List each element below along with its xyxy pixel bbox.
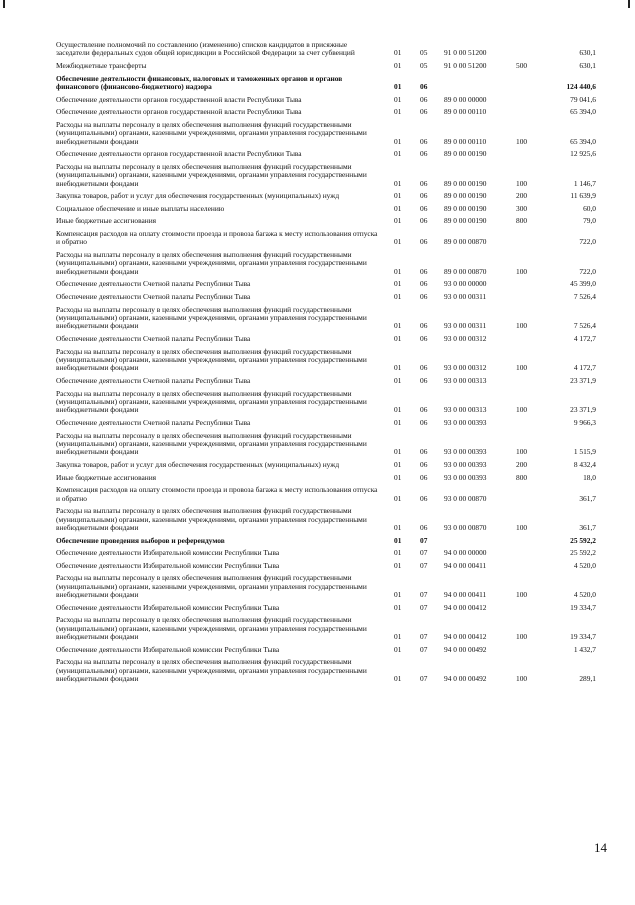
- row-subsection-code: 07: [420, 632, 428, 642]
- row-section-code: 01: [394, 363, 402, 373]
- row-section-code: 01: [394, 535, 402, 545]
- row-name: Обеспечение деятельности органов государственной власти Республики Тыва: [56, 94, 302, 104]
- row-target-item-code: 89 0 00 00870: [444, 266, 487, 276]
- row-name: Обеспечение деятельности органов государственной власти Республики Тыва: [56, 107, 302, 117]
- row-target-item-code: 93 0 00 00393: [444, 459, 487, 469]
- table-row: [56, 192, 596, 205]
- row-section-code: 01: [394, 560, 402, 570]
- row-name: Расходы на выплаты персоналу в целях обеспечения выполнения функций государственными (муниципальными) органами, казенными учреждениями, органами управления государственными внебюджетными фондами: [56, 573, 367, 600]
- row-amount: 361,7: [579, 493, 596, 503]
- row-name: Компенсация расходов на оплату стоимости проезда и провоза багажа к месту использования отпуска и обратно: [56, 228, 378, 247]
- row-expense-type-code: [516, 108, 546, 121]
- row-amount: 361,7: [579, 522, 596, 532]
- row-target-item-code: 89 0 00 00190: [444, 178, 487, 188]
- row-name: Расходы на выплаты персоналу в целях обеспечения выполнения функций государственными (муниципальными) органами, казенными учреждениями, органами управления государственными внебюджетными фондами: [56, 388, 367, 415]
- row-section-code: 01: [394, 447, 402, 457]
- row-subsection-code: 06: [420, 149, 428, 159]
- row-subsection-code: 06: [420, 82, 428, 91]
- row-section-code: 01: [394, 48, 402, 58]
- row-expense-type-code: 100: [516, 632, 528, 642]
- row-subsection-code: 06: [420, 321, 428, 331]
- row-target-item-code: 89 0 00 00000: [444, 94, 487, 104]
- row-expense-type-code: 800: [516, 472, 528, 482]
- table-row: [56, 616, 596, 645]
- row-expense-type-code: 100: [516, 674, 528, 684]
- table-row: [56, 163, 596, 192]
- row-expense-type-code: 100: [516, 405, 528, 415]
- row-subsection-code: 07: [420, 560, 428, 570]
- table-row: [56, 150, 596, 163]
- row-section-code: 01: [394, 149, 402, 159]
- row-name: Обеспечение деятельности Избирательной комиссии Республики Тыва: [56, 644, 280, 654]
- row-subsection-code: 05: [420, 61, 428, 70]
- row-amount: 45 399,0: [570, 279, 596, 289]
- row-name: Расходы на выплаты персоналу в целях обеспечения выполнения функций государственными (муниципальными) органами, казенными учреждениями, органами управления государственными внебюджетными фондами: [56, 119, 367, 146]
- row-section-code: 01: [394, 94, 402, 104]
- row-amount: 60,0: [583, 203, 596, 213]
- row-target-item-code: 89 0 00 00190: [444, 216, 487, 226]
- budget-table-body: [56, 41, 596, 688]
- row-section-code: 01: [394, 321, 402, 331]
- row-amount: 1 146,7: [573, 178, 596, 188]
- row-amount: 12 925,6: [570, 149, 596, 159]
- row-target-item-code: 89 0 00 00190: [444, 149, 487, 159]
- row-expense-type-code: 200: [516, 459, 528, 469]
- row-subsection-code: 06: [420, 447, 428, 457]
- row-section-code: 01: [394, 279, 402, 289]
- row-section-code: 01: [394, 522, 402, 532]
- row-name: Расходы на выплаты персоналу в целях обеспечения выполнения функций государственными (муниципальными) органами, казенными учреждениями, органами управления государственными внебюджетными фондами: [56, 249, 367, 276]
- table-row: [56, 75, 596, 96]
- row-expense-type-code: 100: [516, 321, 528, 331]
- row-subsection-code: 07: [420, 548, 428, 558]
- row-section-code: 01: [394, 632, 402, 642]
- row-expense-type-code: [516, 549, 546, 562]
- row-section-code: 01: [394, 417, 402, 427]
- row-expense-type-code: 800: [516, 216, 528, 226]
- row-name: Иные бюджетные ассигнования: [56, 216, 157, 226]
- table-row: [56, 507, 596, 536]
- row-name: Расходы на выплаты персоналу в целях обеспечения выполнения функций государственными (муниципальными) органами, казенными учреждениями, органами управления государственными внебюджетными фондами: [56, 506, 367, 532]
- table-row: [56, 574, 596, 603]
- row-subsection-code: 06: [420, 178, 428, 188]
- row-name: Иные бюджетные ассигнования: [56, 472, 157, 482]
- row-name: Компенсация расходов на оплату стоимости проезда и провоза багажа к месту использования отпуска и обратно: [56, 485, 378, 503]
- table-row: [56, 549, 596, 562]
- row-section-code: 01: [394, 136, 402, 146]
- row-subsection-code: 06: [420, 107, 428, 117]
- row-expense-type-code: 100: [516, 178, 528, 188]
- row-subsection-code: 06: [420, 291, 428, 301]
- row-target-item-code: 93 0 00 00313: [444, 405, 487, 415]
- row-amount: 11 639,9: [570, 191, 596, 201]
- row-amount: 1 515,9: [573, 447, 596, 457]
- row-expense-type-code: 500: [516, 61, 528, 70]
- row-subsection-code: 06: [420, 333, 428, 343]
- budget-table: [56, 41, 596, 688]
- row-target-item-code: 93 0 00 00870: [444, 493, 487, 503]
- row-subsection-code: 06: [420, 417, 428, 427]
- row-amount: 18,0: [583, 472, 596, 482]
- row-amount: 19 334,7: [570, 632, 596, 642]
- row-section-code: 01: [394, 82, 402, 91]
- row-subsection-code: 06: [420, 136, 428, 146]
- row-section-code: 01: [394, 459, 402, 469]
- row-name: Расходы на выплаты персоналу в целях обеспечения выполнения функций государственными (муниципальными) органами, казенными учреждениями, органами управления государственными внебюджетными фондами: [56, 304, 367, 331]
- row-expense-type-code: [516, 537, 546, 550]
- table-row: [56, 419, 596, 432]
- row-subsection-code: 07: [420, 535, 428, 545]
- row-expense-type-code: 300: [516, 203, 528, 213]
- row-name: Расходы на выплаты персоналу в целях обеспечения выполнения функций государственными (муниципальными) органами, казенными учреждениями, органами управления государственными внебюджетными фондами: [56, 346, 367, 373]
- table-row: [56, 121, 596, 150]
- row-amount: 4 520,0: [573, 590, 596, 600]
- row-subsection-code: 06: [420, 493, 428, 503]
- row-expense-type-code: 100: [516, 522, 528, 532]
- table-row: [56, 432, 596, 461]
- row-target-item-code: 89 0 00 00870: [444, 237, 487, 247]
- table-row: [56, 377, 596, 390]
- row-expense-type-code: [516, 150, 546, 163]
- row-name: Социальное обеспечение и иные выплаты населению: [56, 203, 225, 213]
- row-expense-type-code: [516, 486, 546, 507]
- row-amount: 9 966,3: [573, 417, 596, 427]
- row-target-item-code: 93 0 00 00311: [444, 321, 487, 331]
- row-subsection-code: 06: [420, 266, 428, 276]
- row-amount: 722,0: [579, 266, 596, 276]
- row-subsection-code: 06: [420, 237, 428, 247]
- row-expense-type-code: [516, 41, 546, 62]
- row-section-code: 01: [394, 178, 402, 188]
- row-subsection-code: 06: [420, 279, 428, 289]
- row-subsection-code: 06: [420, 522, 428, 532]
- row-amount: 289,1: [579, 674, 596, 684]
- row-section-code: 01: [394, 405, 402, 415]
- row-amount: 23 371,9: [570, 405, 596, 415]
- row-subsection-code: 06: [420, 405, 428, 415]
- row-amount: 8 432,4: [573, 459, 596, 469]
- row-name: Осуществление полномочий по составлению (изменению) списков кандидатов в присяжные заседатели федеральных судов общей юрисдикции в Российской Федерации за счет субвенций: [56, 40, 355, 58]
- row-amount: 722,0: [579, 237, 596, 247]
- row-expense-type-code: [516, 230, 546, 251]
- row-target-item-code: 94 0 00 00492: [444, 644, 487, 654]
- row-target-item-code: 91 0 00 51200: [444, 48, 487, 58]
- row-amount: 79 041,6: [570, 94, 596, 104]
- row-target-item-code: 89 0 00 00190: [444, 191, 487, 201]
- row-subsection-code: 07: [420, 674, 428, 684]
- row-name: Обеспечение деятельности финансовых, налоговых и таможенных органов и органов финансового (финансово-бюджетного) надзора: [56, 73, 343, 91]
- row-amount: 1 432,7: [573, 644, 596, 654]
- table-row: [56, 108, 596, 121]
- row-expense-type-code: [516, 75, 546, 96]
- row-amount: 630,1: [579, 61, 596, 70]
- row-expense-type-code: [516, 293, 546, 306]
- row-target-item-code: 93 0 00 00393: [444, 417, 487, 427]
- row-expense-type-code: 100: [516, 590, 528, 600]
- table-row: [56, 348, 596, 377]
- row-target-item-code: 91 0 00 51200: [444, 61, 487, 70]
- row-expense-type-code: [516, 280, 546, 293]
- table-row: [56, 390, 596, 419]
- row-amount: 4 520,0: [573, 560, 596, 570]
- row-section-code: 01: [394, 237, 402, 247]
- row-amount: 630,1: [579, 48, 596, 58]
- row-subsection-code: 07: [420, 602, 428, 612]
- table-row: [56, 306, 596, 335]
- row-name: Обеспечение деятельности Счетной палаты Республики Тыва: [56, 333, 251, 343]
- row-target-item-code: 94 0 00 00411: [444, 560, 487, 570]
- row-amount: 7 526,4: [573, 321, 596, 331]
- row-name: Обеспечение деятельности Счетной палаты Республики Тыва: [56, 279, 251, 289]
- table-row: [56, 658, 596, 687]
- row-name: Обеспечение проведения выборов и референдумов: [56, 535, 225, 545]
- row-section-code: 01: [394, 548, 402, 558]
- row-subsection-code: 06: [420, 216, 428, 226]
- row-section-code: 01: [394, 493, 402, 503]
- row-target-item-code: 89 0 00 00110: [444, 107, 487, 117]
- row-expense-type-code: [516, 335, 546, 348]
- row-section-code: 01: [394, 61, 402, 70]
- row-subsection-code: 06: [420, 191, 428, 201]
- row-expense-type-code: 100: [516, 447, 528, 457]
- row-amount: 4 172,7: [573, 333, 596, 343]
- row-target-item-code: 94 0 00 00412: [444, 632, 487, 642]
- row-target-item-code: [444, 75, 516, 96]
- row-section-code: 01: [394, 266, 402, 276]
- row-section-code: 01: [394, 203, 402, 213]
- row-target-item-code: 93 0 00 00313: [444, 375, 487, 385]
- row-name: Расходы на выплаты персоналу в целях обеспечения выполнения функций государственными (муниципальными) органами, казенными учреждениями, органами управления государственными внебюджетными фондами: [56, 657, 367, 684]
- row-amount: 79,0: [583, 216, 596, 226]
- row-name: Расходы на выплаты персоналу в целях обеспечения выполнения функций государственными (муниципальными) органами, казенными учреждениями, органами управления государственными внебюджетными фондами: [56, 430, 367, 457]
- row-expense-type-code: 100: [516, 363, 528, 373]
- row-target-item-code: 93 0 00 00000: [444, 279, 487, 289]
- row-target-item-code: 94 0 00 00000: [444, 548, 487, 558]
- row-section-code: 01: [394, 291, 402, 301]
- row-subsection-code: 06: [420, 363, 428, 373]
- row-expense-type-code: [516, 562, 546, 575]
- row-amount: 65 394,0: [570, 107, 596, 117]
- row-expense-type-code: [516, 96, 546, 109]
- row-section-code: 01: [394, 375, 402, 385]
- row-section-code: 01: [394, 472, 402, 482]
- row-section-code: 01: [394, 602, 402, 612]
- row-section-code: 01: [394, 216, 402, 226]
- table-row: [56, 230, 596, 251]
- table-row: [56, 251, 596, 280]
- row-expense-type-code: [516, 377, 546, 390]
- row-expense-type-code: 100: [516, 266, 528, 276]
- row-subsection-code: 05: [420, 48, 428, 58]
- row-name: Обеспечение деятельности Счетной палаты Республики Тыва: [56, 291, 251, 301]
- row-name: Обеспечение деятельности Счетной палаты Республики Тыва: [56, 375, 251, 385]
- row-amount: 7 526,4: [573, 291, 596, 301]
- row-target-item-code: 93 0 00 00393: [444, 472, 487, 482]
- row-section-code: 01: [394, 333, 402, 343]
- row-amount: 25 592,2: [570, 548, 596, 558]
- row-target-item-code: 89 0 00 00190: [444, 203, 487, 213]
- row-subsection-code: 06: [420, 94, 428, 104]
- row-amount: 19 334,7: [570, 602, 596, 612]
- row-target-item-code: 94 0 00 00412: [444, 602, 487, 612]
- row-name: Обеспечение деятельности Счетной палаты Республики Тыва: [56, 417, 251, 427]
- row-target-item-code: 93 0 00 00393: [444, 447, 487, 457]
- row-amount: 25 592,2: [570, 535, 596, 545]
- row-expense-type-code: [516, 646, 546, 659]
- row-name: Расходы на выплаты персоналу в целях обеспечения выполнения функций государственными (муниципальными) органами, казенными учреждениями, органами управления государственными внебюджетными фондами: [56, 615, 367, 642]
- row-section-code: 01: [394, 674, 402, 684]
- row-name: Обеспечение деятельности органов государственной власти Республики Тыва: [56, 149, 302, 159]
- row-expense-type-code: [516, 419, 546, 432]
- row-name: Обеспечение деятельности Избирательной комиссии Республики Тыва: [56, 602, 280, 612]
- row-subsection-code: 06: [420, 375, 428, 385]
- row-target-item-code: 94 0 00 00411: [444, 590, 487, 600]
- row-name: Закупка товаров, работ и услуг для обеспечения государственных (муниципальных) нужд: [56, 459, 340, 469]
- page-number: 14: [594, 840, 607, 855]
- scan-corner-mark: [628, 0, 630, 8]
- row-target-item-code: 93 0 00 00312: [444, 333, 487, 343]
- row-subsection-code: 07: [420, 590, 428, 600]
- table-row: [56, 41, 596, 62]
- row-name: Межбюджетные трансферты: [56, 61, 147, 70]
- row-target-item-code: 93 0 00 00870: [444, 522, 487, 532]
- row-section-code: 01: [394, 191, 402, 201]
- row-subsection-code: 06: [420, 203, 428, 213]
- row-subsection-code: 07: [420, 644, 428, 654]
- row-amount: 65 394,0: [570, 136, 596, 146]
- row-name: Расходы на выплаты персоналу в целях обеспечения выполнения функций государственными (муниципальными) органами, казенными учреждениями, органами управления государственными внебюджетными фондами: [56, 161, 367, 188]
- table-row: [56, 486, 596, 507]
- row-expense-type-code: 200: [516, 191, 528, 201]
- scan-corner-mark: [3, 0, 5, 8]
- table-row: [56, 461, 596, 474]
- row-name: Обеспечение деятельности Избирательной комиссии Республики Тыва: [56, 560, 280, 570]
- row-target-item-code: 93 0 00 00312: [444, 363, 487, 373]
- table-row: [56, 293, 596, 306]
- row-subsection-code: 06: [420, 459, 428, 469]
- row-expense-type-code: 100: [516, 136, 528, 146]
- row-section-code: 01: [394, 644, 402, 654]
- table-row: [56, 335, 596, 348]
- row-amount: 124 440,6: [566, 82, 596, 91]
- row-target-item-code: 89 0 00 00110: [444, 136, 487, 146]
- row-target-item-code: 93 0 00 00311: [444, 291, 487, 301]
- table-row: [56, 62, 596, 75]
- row-expense-type-code: [516, 604, 546, 617]
- row-section-code: 01: [394, 590, 402, 600]
- row-amount: 23 371,9: [570, 375, 596, 385]
- row-target-item-code: 94 0 00 00492: [444, 674, 487, 684]
- row-amount: 4 172,7: [573, 363, 596, 373]
- row-subsection-code: 06: [420, 472, 428, 482]
- row-section-code: 01: [394, 107, 402, 117]
- row-name: Закупка товаров, работ и услуг для обеспечения государственных (муниципальных) нужд: [56, 191, 340, 201]
- row-name: Обеспечение деятельности Избирательной комиссии Республики Тыва: [56, 548, 280, 558]
